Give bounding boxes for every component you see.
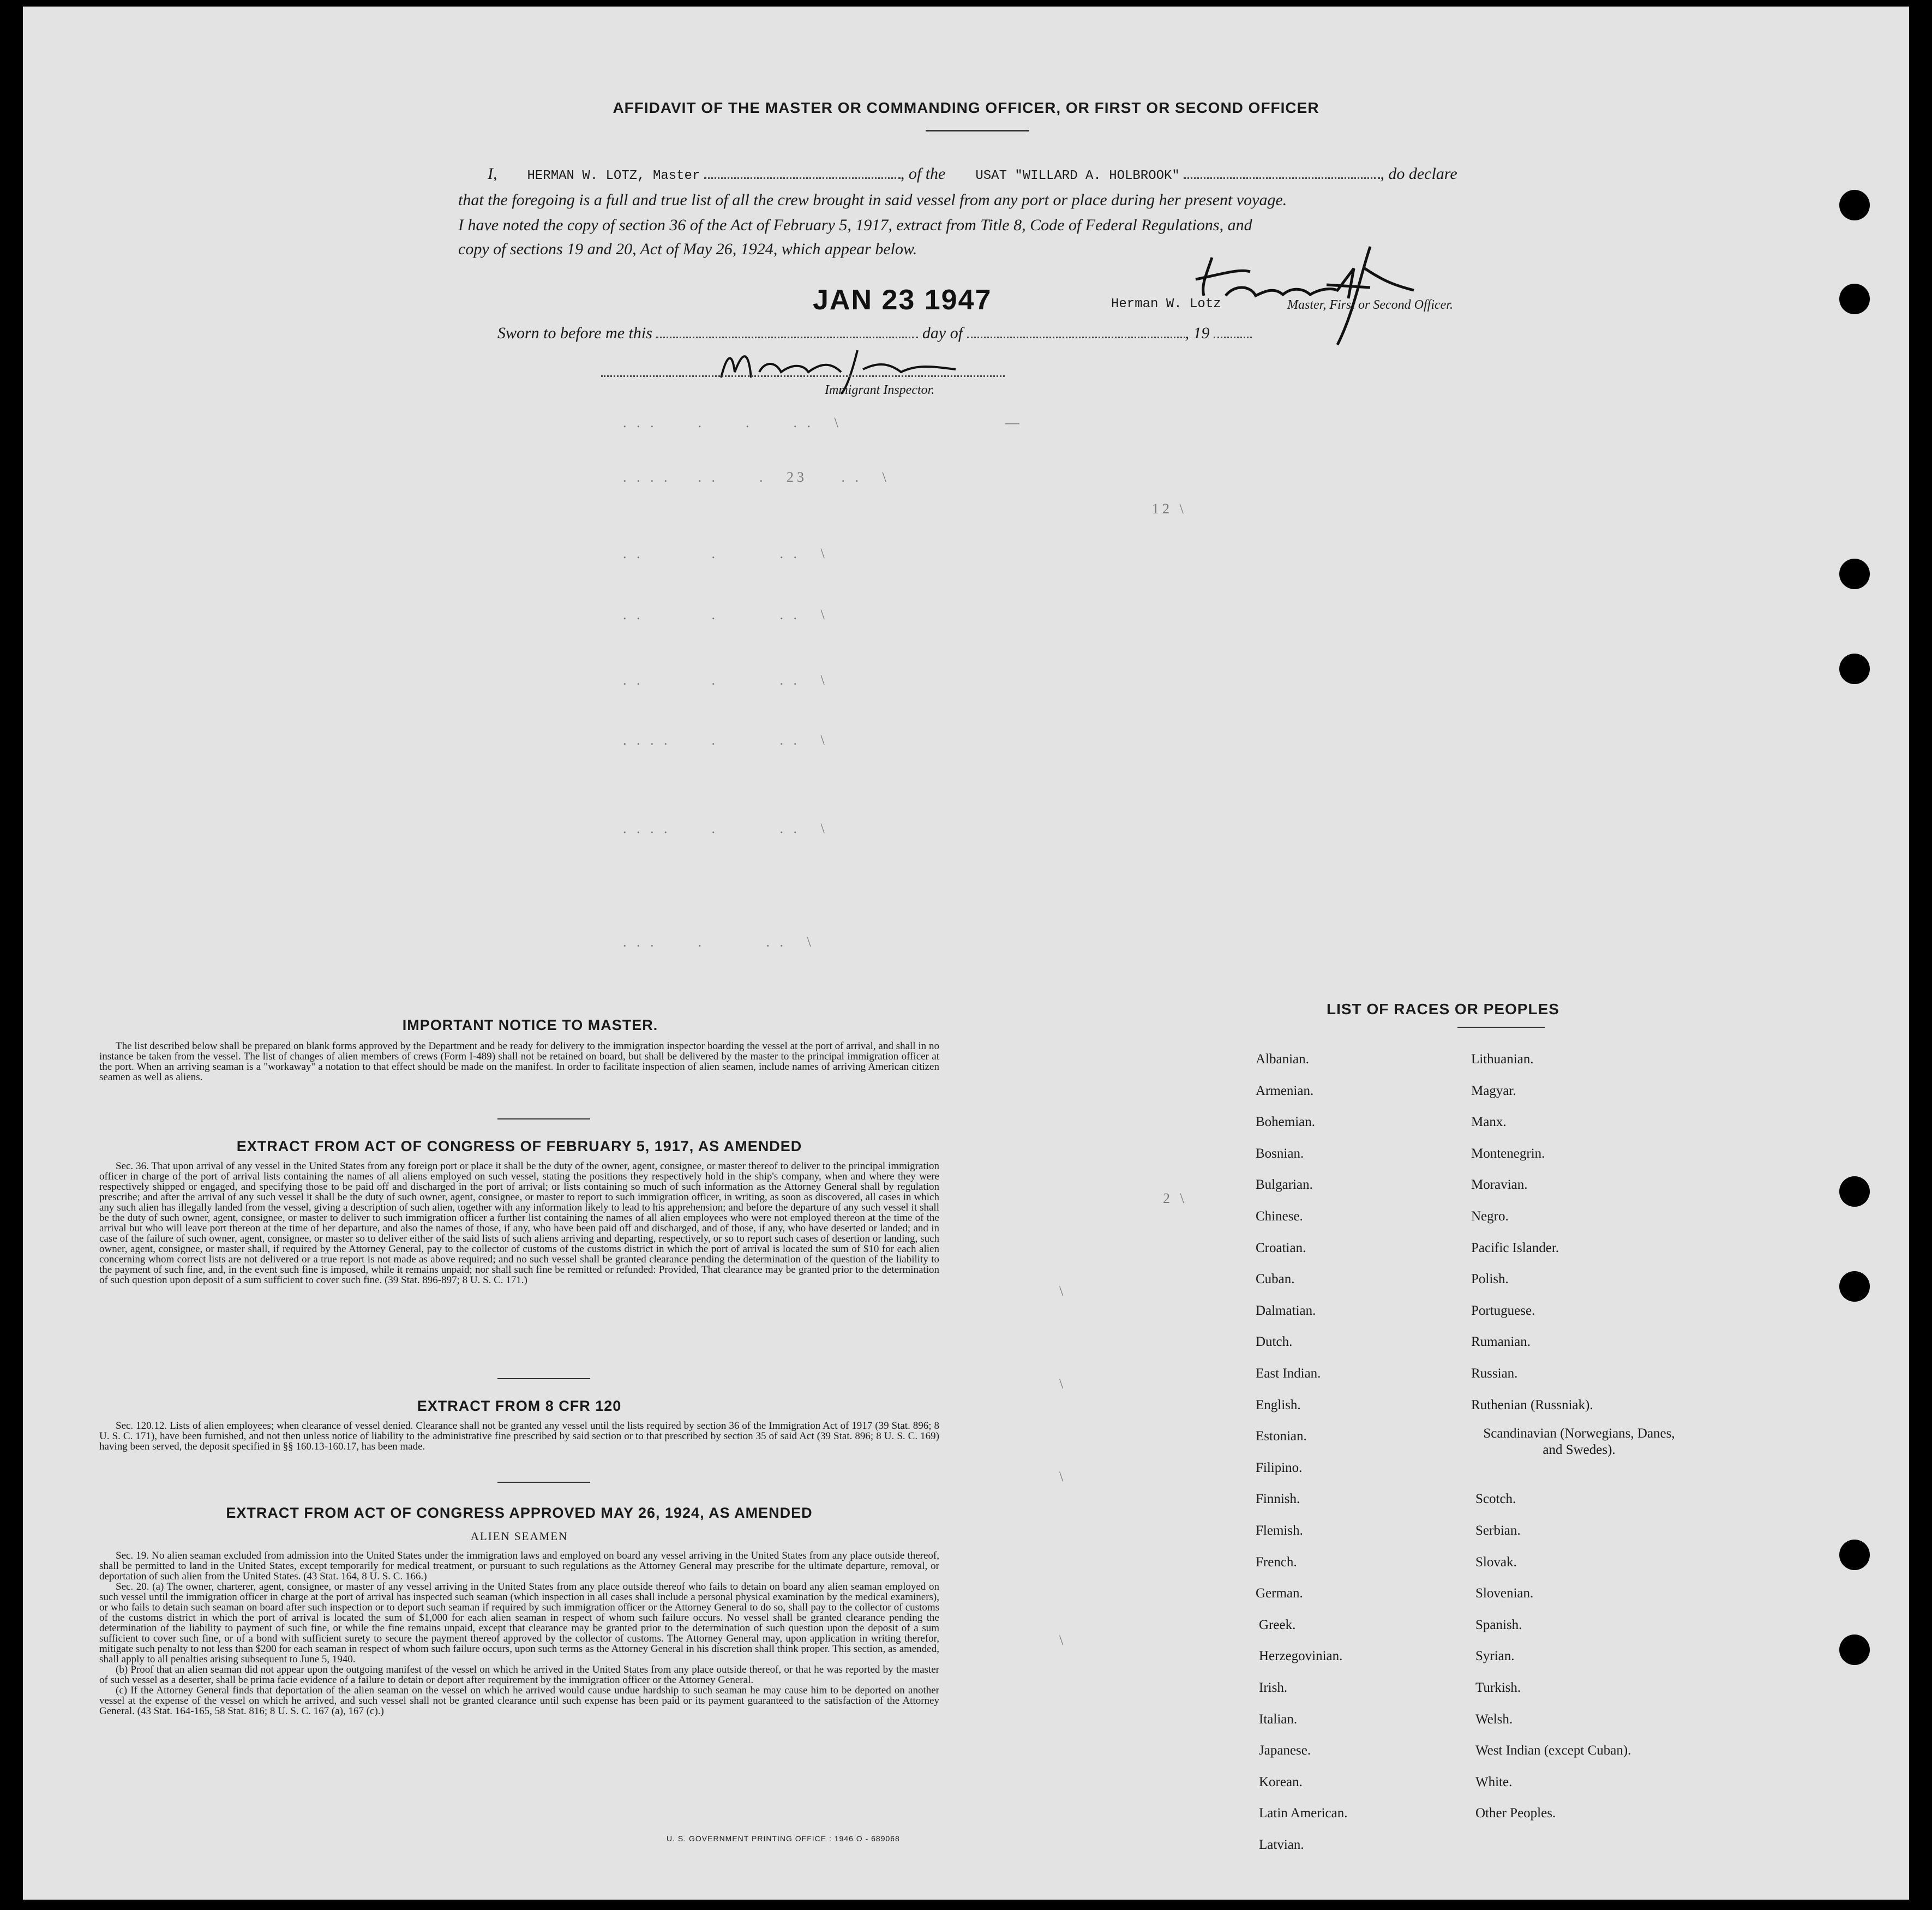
punch-hole (1839, 1176, 1870, 1207)
punch-hole (1839, 190, 1870, 220)
race-item: Turkish. (1475, 1680, 1521, 1695)
race-item: Moravian. (1471, 1177, 1528, 1192)
do-declare: , do declare (1380, 165, 1457, 183)
date-stamp: JAN 23 1947 (813, 284, 992, 316)
race-item: Dutch. (1256, 1334, 1293, 1349)
race-item: Finnish. (1256, 1492, 1300, 1506)
affidavit-line-1 (488, 165, 1457, 183)
affidavit-line-4: copy of sections 19 and 20, Act of May 26, 1924, which appear below. (458, 240, 917, 258)
race-item: Latin American. (1259, 1806, 1348, 1821)
extract-1924-title: EXTRACT FROM ACT OF CONGRESS APPROVED MAY 26, 1924, AS AMENDED (226, 1505, 813, 1521)
race-item: Magyar. (1471, 1083, 1516, 1098)
punch-hole (1839, 559, 1870, 589)
pronoun-i: I, (488, 165, 497, 183)
inspector-line (601, 375, 1005, 377)
extract-1917-text: Sec. 36. That upon arrival of any vessel in the United States from any foreign port or place it shall be the duty of the owner, agent, consignee, or master thereof to deliver to the principal immigration officer in charge of the port of arrival lists containing the names of all aliens employed on such vessel, stating the positions they respectively hold in the ship's company, when and where they were respectively shipped or engaged, and specifying those to be paid off and discharged in the port of arrival; or lists containing so much of such information as the Attorney General shall by regulation prescribe; and after the arrival of any such vessel it shall be the duty of such owner, agent, consignee, or master to report to such immigration officer, in writing, as soon as discovered, all cases in which any such alien has illegally landed from the vessel, giving a description of such alien, together with any information likely to lead to his apprehension; and before the departure of any such vessel it shall be the duty of such owner, agent, consignee, or master to deliver to such immigration officer a further list containing the names of all alien employees who were not employed thereon at the time of the arrival but who will leave port thereon at the time of her departure, and also the names of those, if any, who have been paid off and discharged, and of those, if any, who have deserted or landed; and in case of the failure of such owner, agent, consignee, or master so to deliver either of the said lists of such aliens arriving and departing, respectively, or so to report such cases of desertion or landing, such owner, agent, consignee, or master shall, if required by the Attorney General, pay to the collector of customs of the customs district in which the port of arrival is located the sum of $10 for each alien concerning whom correct lists are not delivered or a true report is not made as above required; and no such vessel shall be granted clearance pending the determination of the question of the liability to the payment of such fine, and, in the event such fine is imposed, while it remains unpaid; nor shall such fine be remitted or refunded: Provided, That clearance may be granted prior to the determination of such question upon deposit of a sum sufficient to cover such fine. (39 Stat. 896-897; 8 U. S. C. 171.) (99, 1160, 939, 1286)
race-item: Slovenian. (1475, 1586, 1534, 1601)
extract-1917-title: EXTRACT FROM ACT OF CONGRESS OF FEBRUARY 5, 1917, AS AMENDED (236, 1138, 802, 1154)
race-item: Greek. (1259, 1618, 1296, 1632)
bleed-number: 12 (1152, 501, 1173, 517)
sec-20b-text: (b) Proof that an alien seaman did not appear upon the outgoing manifest of the vessel on which he arrived in the United States from any place outside thereof, or that he was reported by the master of such vessel as a deserter, shall be prima facie evidence of a failure to detain or deport after requirement by the immigration officer or the Attorney General. (99, 1664, 939, 1686)
race-item: Syrian. (1475, 1649, 1515, 1663)
race-item: Welsh. (1475, 1712, 1513, 1727)
race-item: Italian. (1259, 1712, 1298, 1727)
race-item: Slovak. (1475, 1555, 1517, 1570)
race-item: English. (1256, 1398, 1301, 1412)
race-item: White. (1475, 1775, 1513, 1789)
race-item: Armenian. (1256, 1083, 1314, 1098)
extract-1917-rule (497, 1378, 590, 1379)
bleed-number: 2 (1163, 1190, 1173, 1206)
race-item: Flemish. (1256, 1523, 1303, 1538)
notice-text: The list described below shall be prepared on blank forms approved by the Department and be ready for delivery to the immigration inspector boarding the vessel at the port of arrival, and shall in no instance be taken from the vessel. The list of changes of alien members of crews (Form I-489) shall not be retained on board, but shall be delivered by the master to the principal immigration officer at the port. When an arriving seaman is a "workaway" a notation to that effect should be made on the manifest. In order to facilitate inspection of alien seamen, include names of arriving American citizen seamen as well as aliens. (99, 1040, 939, 1083)
affidavit-title: AFFIDAVIT OF THE MASTER OR COMMANDING OFFICER, OR FIRST OR SECOND OFFICER (613, 99, 1319, 116)
document-page: AFFIDAVIT OF THE MASTER OR COMMANDING OFFICER, OR FIRST OR SECOND OFFICER I, HERMAN W. LOTZ, Master , of the USAT "WILLARD A. HOLBROOK" , do declare that the foregoing is a full and true list of all the crew brought in said vessel from any port or place during her present voyage. I have noted the copy of section 36 of the Act of February 5, 1917, extract from Title 8, Code of Federal Regulations, and copy of sections 19 and 20, Act of May 26, 1924, which appear below. JAN 23 1947 Herman W. Lotz Master, First or Second Officer. Sworn to before me this day of , 19 Immigrant Inspector. . . . . . . . \ — . . . . . . . 23 . . \ 12 \ . . . . . \ . . . . . \ . . . . . \ . . . . . . . \ . . . . . . . \ . . . . . . \ 2 \ \ \ \ \ IMPORTANT NOTICE TO MASTER. The list described below shall be prepared on blank forms approved by the Department and be ready for delivery to the immigration inspector boarding the vessel at the port of arrival, and shall in no instance be taken from the vessel. The list of changes of alien members of crews (Form I-489) shall not be retained on board, but shall be delivered by the master to the principal immigration officer at the port. When an arriving seaman is a "workaway" a notation to that effect should be made on the manifest. In order to facilitate inspection of alien seamen, include names of arriving American citizen seamen as well as aliens. EXTRACT FROM ACT OF CONGRESS OF FEBRUARY 5, 1917, AS AMENDED Sec. 36. That upon arrival of any vessel in the United States from any foreign port or place it shall be the duty of the owner, agent, consignee, or master thereof to deliver to the principal immigration officer in charge of the port of arrival lists containing the names of all aliens employed on such vessel, stating the positions they respectively hold in the ship's company, when and where they were respectively shipped or engaged, and specifying those to be paid off and discharged in the port of arrival; or lists containing so much of such information as the Attorney General shall by regulation prescribe; and after the arrival of any such vessel it shall be the duty of such owner, agent, consignee, or master to report to such immigration officer, in writing, as soon as discovered, all cases in which any such alien has illegally landed from the vessel, giving a description of such alien, together with any information likely to lead to his apprehension; and before the departure of any such vessel it shall be the duty of such owner, agent, consignee, or master to deliver to such immigration officer a further list containing the names of all alien employees who were not employed thereon at the time of the arrival but who will leave port thereon at the time of her departure, and also the names of those, if any, who have been paid off and discharged, and of those, if any, who have deserted or landed; and in case of the failure of such owner, agent, consignee, or master so to deliver either of the said lists of such aliens arriving and departing, respectively, or so to report such cases of desertion or landing, such owner, agent, consignee, or master shall, if required by the Attorney General, pay to the collector of customs of the customs district in which the port of arrival is located the sum of $10 for each alien concerning whom correct lists are not delivered or a true report is not made as above required; and no such vessel shall be granted clearance pending the determination of the question of the liability to the payment of such fine, and, in the event such fine is imposed, while it remains unpaid; nor shall such fine be remitted or refunded: Provided, That clearance may be granted prior to the determination of such question upon deposit of a sum sufficient to cover such fine. (39 Stat. 896-897; 8 U. S. C. 171.) EXTRACT FROM 8 CFR 120 Sec. 120.12. Lists of alien employees; when clearance of vessel denied. Clearance shall not be granted any vessel until the lists required by section 36 of the Immigration Act of 1917 (39 Stat. 896; 8 U. S. C. 171), have been furnished, and not then unless notice of liability to the administrative fine prescribed by said section or to that prescribed by section 35 of said Act (39 Stat. 896; 8 U. S. C. 169) having been served, the deposit specified in §§ 160.13-160.17, has been made. EXTRACT FROM ACT OF CONGRESS APPROVED MAY 26, 1924, AS AMENDED ALIEN SEAMEN Sec. 19. No alien seaman excluded from admission into the United States under the immigration laws and employed on board any vessel arriving in the United States from any place outside thereof, shall be permitted to land in the United States, except temporarily for medical treatment, or pursuant to such regulations as the Attorney General may prescribe for the ultimate departure, removal, or deportation of such alien from the United States. (43 Stat. 164, 8 U. S. C. 166.) Sec. 20. (a) The owner, charterer, agent, consignee, or master of any vessel arriving in the United States from any place outside thereof who fails to detain on board any alien seaman employed on such vessel until the immigration officer in charge at the port of arrival has inspected such seaman (which inspection in all cases shall include a personal physical examination by the medical examiners), or who fails to detain such seaman on board after such inspection or to deport such seaman if required by such immigration officer or the Attorney General to do so, shall pay to the collector of customs of the customs district in which the port of arrival is located the sum of $1,000 for each alien seaman in respect of whom such failure occurs. No vessel shall be granted clearance pending the determination of the liability to payment of such fine, or while the fine remains unpaid, except that clearance may be granted prior to the determination of such question upon the deposit of a sum sufficient to cover such fine, or of a bond with sufficient surety to secure the payment thereof approved by the collector of customs. The Attorney General may, upon application in writing therefor, mitigate such penalty to not less than $200 for each seaman in respect of whom such failure occurs, upon such terms as the Attorney General in his discretion shall think proper. This section, as amended, shall apply to all penalties arising subsequent to June 5, 1940. (b) Proof that an alien seaman did not appear upon the outgoing manifest of the vessel on which he arrived in the United States from any place outside thereof, or that he was reported by the master of such vessel as a deserter, shall be prima facie evidence of a failure to detain or deport after requirement by the immigration officer or the Attorney General. (c) If the Attorney General finds that deportation of the alien seaman on the vessel on which he arrived would cause undue hardship to such seaman he may cause him to be deported on another vessel at the expense of the vessel on which he arrived, and such vessel shall not be granted clearance until such expense has been paid or its payment guaranteed to the satisfaction of the Attorney General. (43 Stat. 164-165, 58 Stat. 816; 8 U. S. C. 167 (a), 167 (c).) U. S. GOVERNMENT PRINTING OFFICE : 1946 O - 689068 LIST OF RACES OR PEOPLES Albanian. Armenian. Bohemian. Bosnian. Bulgarian. Chinese. Croatian. Cuban. Dalmatian. Dutch. East Indian. English. Estonian. Filipino. Finnish. Flemish. French. German. Greek. Herzegovinian. Irish. Italian. Japanese. Korean. Latin American. Latvian. Lithuanian. Magyar. Manx. Montenegrin. Moravian. Negro. Pacific Islander. Polish. Portuguese. Rumanian. Russian. Ruthenian (Russniak). Scandinavian (Norwegians, Danes, and Swedes). Scotch. Serbian. Slovak. Slovenian. Spanish. Syrian. Turkish. Welsh. West Indian (except Cuban). White. Other Peoples. (23, 7, 1909, 1900)
race-item: Manx. (1471, 1115, 1507, 1129)
race-item: Filipino. (1256, 1460, 1303, 1475)
race-item: Dalmatian. (1256, 1303, 1316, 1318)
race-item: Pacific Islander. (1471, 1241, 1559, 1255)
races-rule (1457, 1027, 1545, 1028)
race-item: Negro. (1471, 1209, 1509, 1224)
races-title: LIST OF RACES OR PEOPLES (1327, 1001, 1559, 1017)
day-of: day of (922, 324, 963, 342)
race-item: Scandinavian (Norwegians, Danes, and Swedes). (1483, 1426, 1675, 1457)
race-item: Irish. (1259, 1680, 1288, 1695)
title-rule (926, 130, 1029, 131)
bleed-number: 23 (787, 469, 807, 485)
race-item: Estonian. (1256, 1429, 1307, 1444)
race-item: Scotch. (1475, 1492, 1516, 1506)
race-item: Cuban. (1256, 1272, 1295, 1286)
affidavit-line-3: I have noted the copy of section 36 of the Act of February 5, 1917, extract from Title 8, Code of Federal Regulations, and (458, 216, 1252, 234)
sec-20a-text: Sec. 20. (a) The owner, charterer, agent, consignee, or master of any vessel arriving in the United States from any place outside thereof who fails to detain on board any alien seaman employed on such vessel until the immigration officer in charge at the port of arrival has inspected such seaman (which inspection in all cases shall include a personal physical examination by the medical examiners), or who fails to detain such seaman on board after such inspection or to deport such seaman if required by such immigration officer or the Attorney General to do so, shall pay to the collector of customs of the customs district in which the port of arrival is located the sum of $1,000 for each alien seaman in respect of whom such failure occurs. No vessel shall be granted clearance pending the determination of the liability to payment of such fine, or while the fine remains unpaid, except that clearance may be granted prior to the determination of such question upon the deposit of a sum sufficient to cover such fine, or of a bond with sufficient surety to secure the payment thereof approved by the collector of customs. The Attorney General may, upon application in writing therefor, mitigate such penalty to not less than $200 for each seaman in respect of whom such failure occurs, upon such terms as the Attorney General in his discretion shall think proper. This section, as amended, shall apply to all penalties arising subsequent to June 5, 1940. (99, 1581, 939, 1665)
master-name: HERMAN W. LOTZ, Master (527, 169, 700, 183)
punch-hole (1839, 284, 1870, 314)
year-prefix: , 19 (1185, 324, 1210, 342)
affidavit-line-2: that the foregoing is a full and true list of all the crew brought in said vessel from any port or place during her present voyage. (458, 191, 1287, 209)
race-item: East Indian. (1256, 1366, 1321, 1381)
notice-rule (497, 1118, 590, 1119)
race-item: German. (1256, 1586, 1303, 1601)
punch-hole (1839, 1271, 1870, 1302)
punch-hole (1839, 1634, 1870, 1665)
race-item: Japanese. (1259, 1743, 1311, 1758)
race-item: Bohemian. (1256, 1115, 1316, 1129)
race-item: French. (1256, 1555, 1297, 1570)
race-item: Herzegovinian. (1259, 1649, 1343, 1663)
extract-cfr-title: EXTRACT FROM 8 CFR 120 (417, 1398, 622, 1414)
race-item: Montenegrin. (1471, 1146, 1545, 1161)
extract-1924-body (99, 1550, 939, 1716)
race-item: Portuguese. (1471, 1303, 1535, 1318)
race-item: Lithuanian. (1471, 1052, 1534, 1067)
race-item: Albanian. (1256, 1052, 1309, 1067)
extract-cfr-rule (497, 1482, 590, 1483)
race-item: Bosnian. (1256, 1146, 1304, 1161)
of-the: , of the (900, 165, 946, 183)
race-item: Korean. (1259, 1775, 1303, 1789)
punch-hole (1839, 654, 1870, 684)
race-item: Serbian. (1475, 1523, 1521, 1538)
inspector-title: Immigrant Inspector. (825, 383, 935, 397)
printing-office-footer: U. S. GOVERNMENT PRINTING OFFICE : 1946 O - 689068 (667, 1834, 900, 1843)
race-item: Russian. (1471, 1366, 1518, 1381)
signer-title: Master, First or Second Officer. (1287, 298, 1453, 312)
sec-20c-text: (c) If the Attorney General finds that deportation of the alien seaman on the vessel on which he arrived would cause undue hardship to such seaman he may cause him to be deported on another vessel at the expense of the vessel on which he arrived, and such vessel shall not be granted clearance until such expense has been paid or its payment guaranteed to the satisfaction of the Attorney General. (43 Stat. 164-165, 58 Stat. 816; 8 U. S. C. 167 (a), 167 (c).) (99, 1685, 939, 1717)
extract-cfr-text: Sec. 120.12. Lists of alien employees; when clearance of vessel denied. Clearance shall not be granted any vessel until the lists required by section 36 of the Immigration Act of 1917 (39 Stat. 896; 8 U. S. C. 171), have been furnished, and not then unless notice of liability to the administrative fine prescribed by said section or to that prescribed by section 35 of said Act (39 Stat. 896; 8 U. S. C. 169) having been served, the deposit specified in §§ 160.13-160.17, has been made. (99, 1420, 939, 1452)
notice-title: IMPORTANT NOTICE TO MASTER. (402, 1017, 658, 1033)
extract-1924-subtitle: ALIEN SEAMEN (470, 1530, 568, 1543)
punch-hole (1839, 1540, 1870, 1570)
signer-name: Herman W. Lotz (1111, 297, 1221, 312)
sworn-text: Sworn to before me this (497, 324, 652, 342)
race-item: Bulgarian. (1256, 1177, 1313, 1192)
race-item: Latvian. (1259, 1837, 1304, 1852)
race-item: Spanish. (1475, 1618, 1522, 1632)
vessel-name: USAT "WILLARD A. HOLBROOK" (975, 169, 1180, 183)
race-item: Polish. (1471, 1272, 1509, 1286)
race-item: Rumanian. (1471, 1334, 1531, 1349)
race-item: Other Peoples. (1475, 1806, 1556, 1821)
race-item: West Indian (except Cuban). (1475, 1743, 1631, 1758)
race-item: Croatian. (1256, 1241, 1306, 1255)
race-item: Ruthenian (Russniak). (1471, 1398, 1593, 1412)
sec-19-text: Sec. 19. No alien seaman excluded from admission into the United States under the immigration laws and employed on board any vessel arriving in the United States from any place outside thereof, shall be permitted to land in the United States, except temporarily for medical treatment, or pursuant to such regulations as the Attorney General may prescribe for the ultimate departure, removal, or deportation of such alien from the United States. (43 Stat. 164, 8 U. S. C. 166.) (99, 1550, 939, 1582)
race-item: Chinese. (1256, 1209, 1303, 1224)
